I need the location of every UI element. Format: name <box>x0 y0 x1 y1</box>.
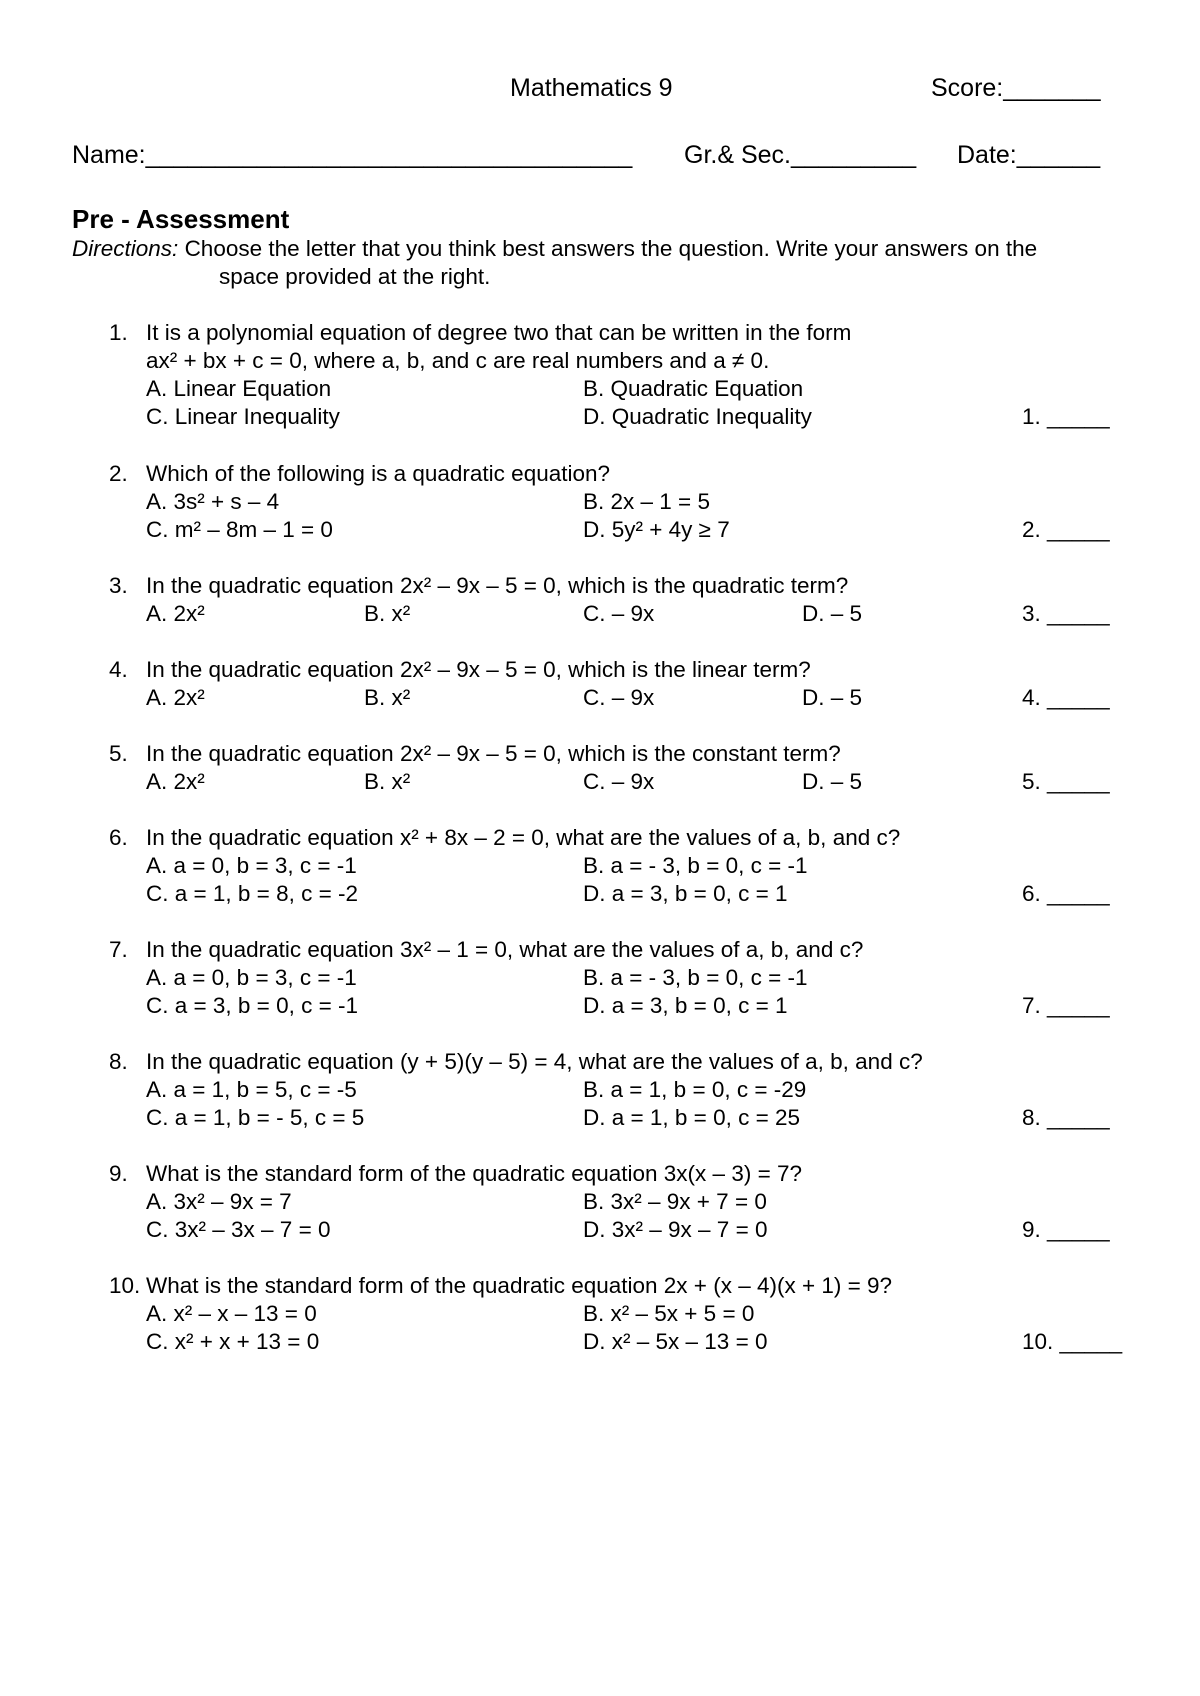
question-2 <box>0 463 1200 575</box>
option-a[interactable]: A. 3x² – 9x = 7 <box>146 1189 292 1214</box>
question-number: 1. <box>109 320 128 345</box>
option-d[interactable]: D. – 5 <box>802 601 863 626</box>
option-c[interactable]: C. Linear Inequality <box>146 404 340 429</box>
option-c[interactable]: C. x² + x + 13 = 0 <box>146 1329 320 1354</box>
answer-blank[interactable]: 1. _____ <box>1022 404 1110 429</box>
question-number: 10. <box>109 1273 141 1298</box>
option-c[interactable]: C. – 9x <box>583 685 655 710</box>
question-5 <box>0 743 1200 803</box>
option-a[interactable]: A. 2x² <box>146 769 205 794</box>
option-c[interactable]: C. a = 1, b = - 5, c = 5 <box>146 1105 365 1130</box>
directions-label: Directions: <box>72 236 179 261</box>
question-1 <box>0 322 1200 434</box>
option-d[interactable]: D. 3x² – 9x – 7 = 0 <box>583 1217 768 1242</box>
option-c[interactable]: C. – 9x <box>583 769 655 794</box>
option-a[interactable]: A. a = 0, b = 3, c = -1 <box>146 853 357 878</box>
question-text-line-2: ax² + bx + c = 0, where a, b, and c are real numbers and a ≠ 0. <box>146 348 770 373</box>
option-a[interactable]: A. 2x² <box>146 601 205 626</box>
option-a[interactable]: A. 3s² + s – 4 <box>146 489 280 514</box>
answer-blank[interactable]: 3. _____ <box>1022 601 1110 626</box>
option-b[interactable]: B. a = - 3, b = 0, c = -1 <box>583 965 808 990</box>
option-b[interactable]: B. x² <box>364 685 411 710</box>
subject-title: Mathematics 9 <box>510 74 673 102</box>
question-text: Which of the following is a quadratic equation? <box>146 461 611 486</box>
answer-blank[interactable]: 8. _____ <box>1022 1105 1110 1130</box>
option-b[interactable]: B. a = 1, b = 0, c = -29 <box>583 1077 807 1102</box>
option-b[interactable]: B. x² <box>364 601 411 626</box>
question-number: 3. <box>109 573 128 598</box>
option-a[interactable]: A. 2x² <box>146 685 205 710</box>
question-text: In the quadratic equation 3x² – 1 = 0, what are the values of a, b, and c? <box>146 937 864 962</box>
question-9 <box>0 1163 1200 1275</box>
answer-blank[interactable]: 7. _____ <box>1022 993 1110 1018</box>
question-number: 4. <box>109 657 128 682</box>
option-b[interactable]: B. x² – 5x + 5 = 0 <box>583 1301 755 1326</box>
question-3 <box>0 575 1200 635</box>
question-number: 6. <box>109 825 128 850</box>
option-d[interactable]: D. a = 3, b = 0, c = 1 <box>583 881 788 906</box>
question-4 <box>0 659 1200 719</box>
question-text: In the quadratic equation 2x² – 9x – 5 = 0, which is the linear term? <box>146 657 811 682</box>
answer-blank[interactable]: 6. _____ <box>1022 881 1110 906</box>
option-a[interactable]: A. a = 0, b = 3, c = -1 <box>146 965 357 990</box>
option-d[interactable]: D. – 5 <box>802 685 863 710</box>
option-d[interactable]: D. Quadratic Inequality <box>583 404 812 429</box>
question-number: 2. <box>109 461 128 486</box>
option-b[interactable]: B. Quadratic Equation <box>583 376 804 401</box>
answer-blank[interactable]: 10. _____ <box>1022 1329 1123 1354</box>
answer-blank[interactable]: 4. _____ <box>1022 685 1110 710</box>
option-b[interactable]: B. x² <box>364 769 411 794</box>
question-number: 7. <box>109 937 128 962</box>
question-text: In the quadratic equation x² + 8x – 2 = 0, what are the values of a, b, and c? <box>146 825 901 850</box>
option-c[interactable]: C. m² – 8m – 1 = 0 <box>146 517 333 542</box>
question-number: 5. <box>109 741 128 766</box>
question-7 <box>0 939 1200 1051</box>
directions-line-2: space provided at the right. <box>219 264 491 289</box>
question-text: What is the standard form of the quadratic equation 3x(x – 3) = 7? <box>146 1161 802 1186</box>
option-b[interactable]: B. 3x² – 9x + 7 = 0 <box>583 1189 767 1214</box>
question-text: In the quadratic equation 2x² – 9x – 5 = 0, which is the constant term? <box>146 741 841 766</box>
option-d[interactable]: D. a = 1, b = 0, c = 25 <box>583 1105 801 1130</box>
option-d[interactable]: D. a = 3, b = 0, c = 1 <box>583 993 788 1018</box>
question-8 <box>0 1051 1200 1163</box>
question-10 <box>0 1275 1200 1387</box>
question-text: In the quadratic equation (y + 5)(y – 5) = 4, what are the values of a, b, and c? <box>146 1049 923 1074</box>
option-c[interactable]: C. – 9x <box>583 601 655 626</box>
option-c[interactable]: C. 3x² – 3x – 7 = 0 <box>146 1217 331 1242</box>
option-d[interactable]: D. x² – 5x – 13 = 0 <box>583 1329 768 1354</box>
option-d[interactable]: D. 5y² + 4y ≥ 7 <box>583 517 730 542</box>
directions-line-1 <box>72 238 1037 261</box>
option-c[interactable]: C. a = 1, b = 8, c = -2 <box>146 881 358 906</box>
grade-section-field[interactable]: Gr.& Sec._________ <box>684 141 917 169</box>
question-6 <box>0 827 1200 939</box>
option-b[interactable]: B. a = - 3, b = 0, c = -1 <box>583 853 808 878</box>
directions-text-1: Choose the letter that you think best answers the question. Write your answers on the <box>184 236 1038 261</box>
question-text: In the quadratic equation 2x² – 9x – 5 = 0, which is the quadratic term? <box>146 573 849 598</box>
question-text: What is the standard form of the quadratic equation 2x + (x – 4)(x + 1) = 9? <box>146 1273 893 1298</box>
date-field[interactable]: Date:______ <box>957 141 1101 169</box>
name-field[interactable]: Name:___________________________________ <box>72 141 633 169</box>
score-field[interactable]: Score:_______ <box>931 74 1101 102</box>
option-c[interactable]: C. a = 3, b = 0, c = -1 <box>146 993 358 1018</box>
question-text: It is a polynomial equation of degree two that can be written in the form <box>146 320 852 345</box>
option-a[interactable]: A. a = 1, b = 5, c = -5 <box>146 1077 357 1102</box>
answer-blank[interactable]: 2. _____ <box>1022 517 1110 542</box>
answer-blank[interactable]: 5. _____ <box>1022 769 1110 794</box>
question-number: 9. <box>109 1161 128 1186</box>
question-number: 8. <box>109 1049 128 1074</box>
option-d[interactable]: D. – 5 <box>802 769 863 794</box>
assessment-title: Pre - Assessment <box>72 204 290 234</box>
option-a[interactable]: A. x² – x – 13 = 0 <box>146 1301 317 1326</box>
option-a[interactable]: A. Linear Equation <box>146 376 332 401</box>
option-b[interactable]: B. 2x – 1 = 5 <box>583 489 710 514</box>
answer-blank[interactable]: 9. _____ <box>1022 1217 1110 1242</box>
